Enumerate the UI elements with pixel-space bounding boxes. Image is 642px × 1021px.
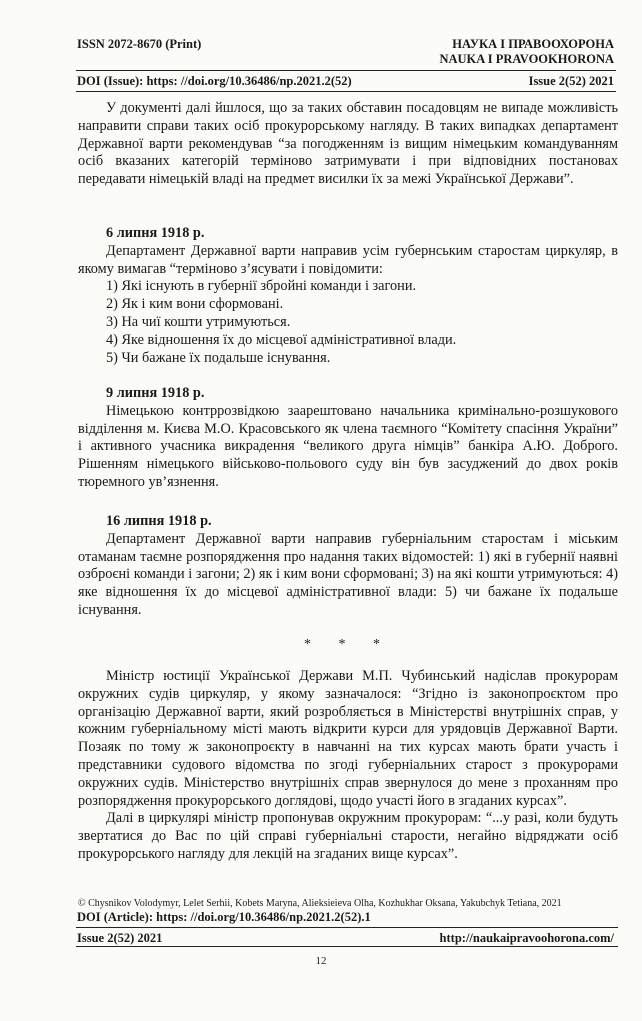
- issn: ISSN 2072-8670 (Print): [77, 37, 202, 51]
- issue-number: Issue 2(52) 2021: [528, 74, 614, 88]
- doi-article: DOI (Article): https: //doi.org/10.36486/np.2021.2(52).1: [77, 910, 371, 924]
- footer-issue: Issue 2(52) 2021: [77, 931, 163, 945]
- header-divider: [76, 70, 616, 71]
- entry-july-6: [78, 225, 618, 367]
- paragraph-6: Далі в циркулярі міністр пропонував окружним прокурорам: “...у разі, коли будуть звертатися до Вас по цій справі губерніальні старости, негайно відряджати осіб прокурорського нагляду для лекцій на згаданих вище курсах”.: [78, 810, 618, 862]
- list-item: 3) На чиї кошти утримуються.: [106, 313, 291, 330]
- footer-divider-2: [76, 946, 618, 947]
- paragraph-2: Департамент Державної варти направив усім губернським старостам циркуляр, в якому вимагав “терміново з’ясувати і повідомити:: [78, 242, 618, 277]
- entry-july-16: [78, 513, 618, 620]
- footer-divider: [76, 927, 618, 928]
- journal-title: [439, 37, 614, 67]
- paragraph-4: Департамент Державної варти направив губерніальним старостам і міським отаманам таємне розпорядження про надання таких відомостей: 1) які в губернії наявні озброєні команди і загони; 2) як і ким вони сформовані; 3) на які кошти утримуються: 4) яке відношення їх до місцевої адміністративної влади: 5) чи бажане їх подальше існування.: [78, 530, 618, 618]
- journal-title-ua: НАУКА І ПРАВООХОРОНА: [452, 37, 614, 51]
- paragraph-3: Німецькою контррозвідкою заарештовано начальника кримінально-розшукового відділення м. Києва М.О. Красовського як члена таємного “Комітету спасіння України” і активного учасника викрадення “великого друга німців” банкіра А.Ю. Доброго. Рішенням німецького військово-польового суду він був засуджений до двох років тюремного ув’язнення.: [78, 402, 618, 490]
- list-item: 4) Яке відношення їх до місцевої адміністративної влади.: [106, 331, 457, 348]
- header-divider-2: [76, 91, 616, 92]
- list-item: 5) Чи бажане їх подальше існування.: [106, 349, 331, 366]
- date-heading-3: 16 липня 1918 р.: [106, 513, 212, 529]
- copyright-line: © Chysnikov Volodymyr, Lelet Serhii, Kobets Maryna, Alieksieieva Olha, Kozhukhar Oksana, Yakubchyk Tetiana, 2021: [78, 898, 562, 909]
- paragraph-1: У документі далі йшлося, що за таких обставин посадовцям не випаде можливість направити справи таких осіб прокурорському нагляду. В таких випадках департамент Державної варти рекомендував “за погодженням із вищим німецьким командуванням осіб вказаних категорій терміново затримувати і при відповідних постановах передавати німецькій владі на предмет висилки їх за межі Української Держави”.: [78, 100, 618, 188]
- section-separator: * * *: [304, 637, 392, 652]
- entry-july-9: [78, 385, 618, 492]
- doi-issue: DOI (Issue): https: //doi.org/10.36486/np.2021.2(52): [77, 74, 352, 88]
- closing-block: [78, 668, 618, 864]
- journal-title-en: NAUKA I PRAVOOKHORONA: [439, 52, 614, 66]
- date-heading-2: 9 липня 1918 р.: [106, 385, 205, 401]
- paragraph-5: Міністр юстиції Української Держави М.П. Чубинський надіслав прокурорам окружних судів циркуляр, у якому зазначалося: “Згідно із законопроєктом про організацію Державної варти, який розробляється в Міністерстві внутрішніх справ, у кожним губерніальному місті мають відкрити курси для урядовців Державної Варти. Позаяк по тому ж законопроєкту в навчанні на тих курсах мають брати участь і представники судового відомства по згоді губерніальних старост з прокурорами окружних судів. Міністерство внутрішніх справ звернулося до мене з проханням про розпорядження прокурорського доглядові, щодо участі його в згаданих курсах”.: [78, 668, 618, 809]
- page-number: 12: [315, 955, 327, 967]
- journal-url: http://naukaipravoohorona.com/: [439, 931, 614, 945]
- paragraph-1-block: [78, 100, 618, 189]
- date-heading-1: 6 липня 1918 р.: [106, 225, 205, 241]
- list-item: 2) Як і ким вони сформовані.: [106, 296, 284, 313]
- list-item: 1) Які існують в губернії збройні команди і загони.: [106, 278, 417, 295]
